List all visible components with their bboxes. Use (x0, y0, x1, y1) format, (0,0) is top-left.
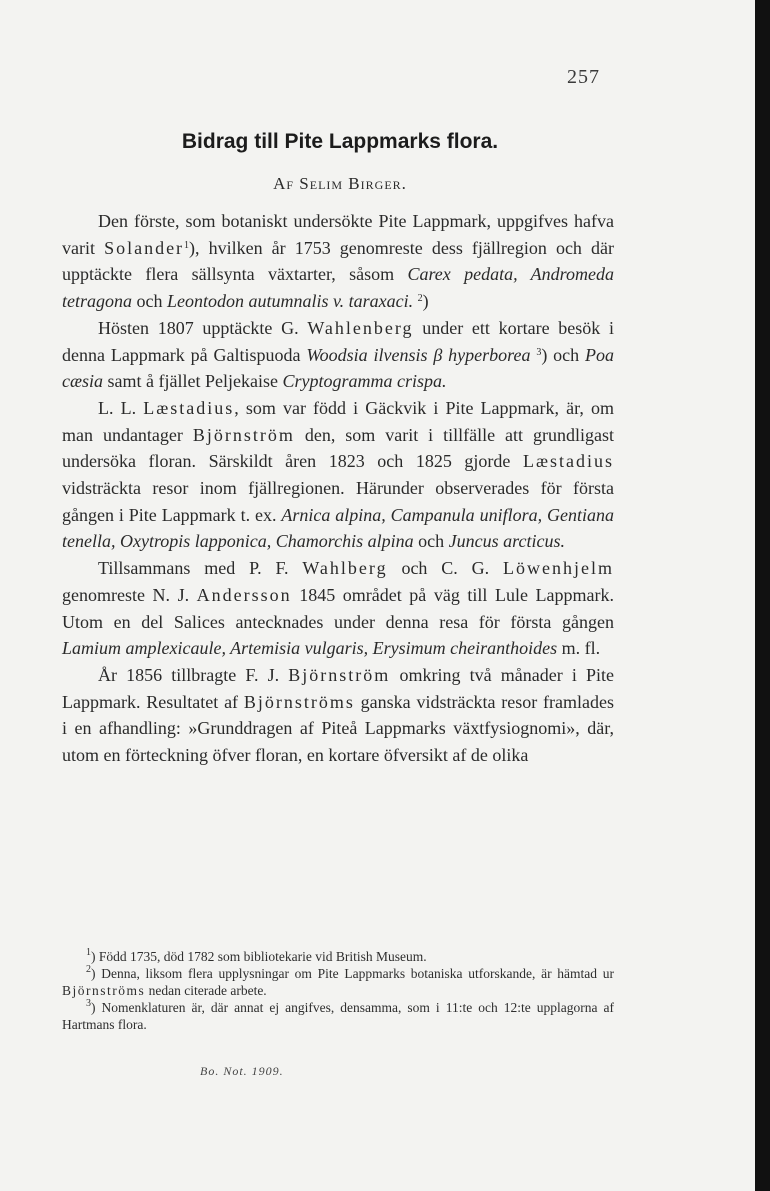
paragraphs.4-run: År 1856 tillbragte F. J. (98, 664, 289, 685)
paragraphs.0-run: Solander (104, 237, 185, 258)
paragraph-2 (62, 315, 614, 395)
paragraph-4 (62, 555, 614, 662)
article-body (62, 208, 614, 769)
footnotes (62, 948, 614, 1033)
paragraphs.0-run: ), hvilken år 1753 genomreste dess fjällregion och där upptäckte flera sällsynta växtarter, såsom (62, 237, 614, 285)
footnote-1 (62, 948, 614, 965)
paragraphs.1-run: ) och (541, 344, 586, 365)
paragraphs.0-run: Den förste, som botaniskt undersökte Pite Lappmark, uppgifves hafva varit (62, 211, 614, 258)
paragraphs.0-run: och (132, 291, 167, 312)
paragraphs.1-run: under ett kortare besök i denna Lappmark på Galtispuoda (62, 317, 614, 365)
paragraphs.1-run: Wahlenberg (307, 317, 414, 338)
paragraphs.1-run: samt å fjället Peljekaise (103, 371, 283, 392)
paragraphs.4-run: omkring två månader i Pite Lappmark. Resultatet af (62, 664, 615, 712)
author-byline-text: Af Selim Birger. (273, 174, 407, 193)
paragraphs.4-run: ganska vidsträckta resor framlades i en afhandling: »Grunddragen af Piteå Lappmarks växtfysiognomi», där, utom en förteckning öfver floran, en kortare öfversikt af de olika (62, 691, 614, 766)
paragraph-3 (62, 395, 614, 555)
footnote-2 (62, 965, 614, 999)
paragraphs.1-run: Woodsia ilvensis β hyperborea (306, 344, 531, 365)
paragraphs.1-run: 3 (536, 346, 542, 358)
paragraph-5 (62, 662, 614, 769)
paragraphs.3-run: Tillsammans med P. F. (98, 558, 303, 579)
author-byline (0, 174, 680, 194)
paragraphs.3-run: och C. G. (387, 558, 504, 579)
paragraphs.2-run: Juncus arcticus. (448, 531, 565, 552)
paragraphs.1-run: Poa cæsia (62, 344, 615, 392)
paragraphs.2-run: L. L. (98, 397, 144, 418)
paragraphs.0-run: ) (422, 291, 429, 312)
paragraphs.0-run: Carex pedata, Andromeda tetragona (62, 264, 614, 312)
signature-mark: Bo. Not. 1909. (200, 1064, 284, 1078)
footnotes.1-run: ) Denna, liksom flera upplysningar om Pite Lappmarks botaniska utforskande, är hämtad ur (91, 966, 614, 981)
paragraphs.2-run: Arnica alpina, Campanula uniflora, Gentiana tenella, Oxytropis lapponica, Chamorchis alpina (62, 504, 614, 552)
page-number: 257 (567, 66, 600, 88)
paragraphs.2-run: den, som varit i tillfälle att grundligast undersöka floran. Särskildt åren 1823 och 1825 gjorde (62, 424, 614, 472)
paragraphs.3-run: Andersson (196, 584, 292, 605)
paragraphs.0-run: 1 (184, 239, 190, 251)
paragraphs.1-run: Hösten 1807 upptäckte G. (98, 317, 308, 338)
paragraphs.3-run: Löwenhjelm (503, 558, 614, 579)
paragraphs.2-run: och (413, 531, 449, 552)
book-spine-edge (755, 0, 770, 1191)
paragraphs.2-run: Björnström (192, 424, 295, 445)
paragraphs.3-run: genomreste N. J. (62, 584, 197, 605)
paragraphs.2-run: Læstadius (522, 451, 614, 472)
paragraphs.2-run: vidsträckta resor inom fjällregionen. Härunder observerades för första gången i Pite Lappmark t. ex. (62, 478, 614, 525)
paragraphs.4-run: Björnström (288, 664, 391, 685)
paragraphs.3-run: Wahlberg (302, 558, 388, 579)
article-title: Bidrag till Pite Lappmarks flora. (181, 130, 499, 153)
paragraphs.2-run: , som var född i Gäckvik i Pite Lappmark, är, om man undantager (62, 397, 615, 445)
paragraphs.0-run: Leontodon autumnalis v. taraxaci. (167, 291, 414, 312)
footnotes.0-run: 1 (86, 947, 91, 958)
footnotes.2-run: 3 (86, 998, 91, 1009)
paragraphs.3-run: m. fl. (557, 638, 601, 659)
footnotes.0-run: ) Född 1735, död 1782 som bibliotekarie vid British Museum. (91, 949, 427, 964)
footnotes.1-run: nedan citerade arbete. (145, 983, 267, 998)
paragraphs.1-run: Cryptogramma crispa. (282, 371, 447, 392)
paragraphs.3-run: Lamium amplexicaule, Artemisia vulgaris, Erysimum cheiranthoides (62, 638, 558, 659)
paragraphs.4-run: Björnströms (243, 691, 355, 712)
footnote-3 (62, 999, 614, 1033)
footnotes.1-run: Björnströms (62, 983, 146, 998)
footnotes.1-run: 2 (86, 964, 91, 975)
footnotes.2-run: ) Nomenklaturen är, där annat ej angifves, densamma, som i 11:te och 12:te upplagorna af Hartmans flora. (62, 1000, 614, 1032)
paragraphs.0-run: 2 (417, 293, 423, 305)
paragraphs.3-run: 1845 området på väg till Lule Lappmark. Utom en del Salices antecknades under denna resa för första gången (62, 584, 614, 632)
paragraph-1 (62, 208, 614, 315)
paragraphs.2-run: Læstadius (143, 397, 235, 418)
